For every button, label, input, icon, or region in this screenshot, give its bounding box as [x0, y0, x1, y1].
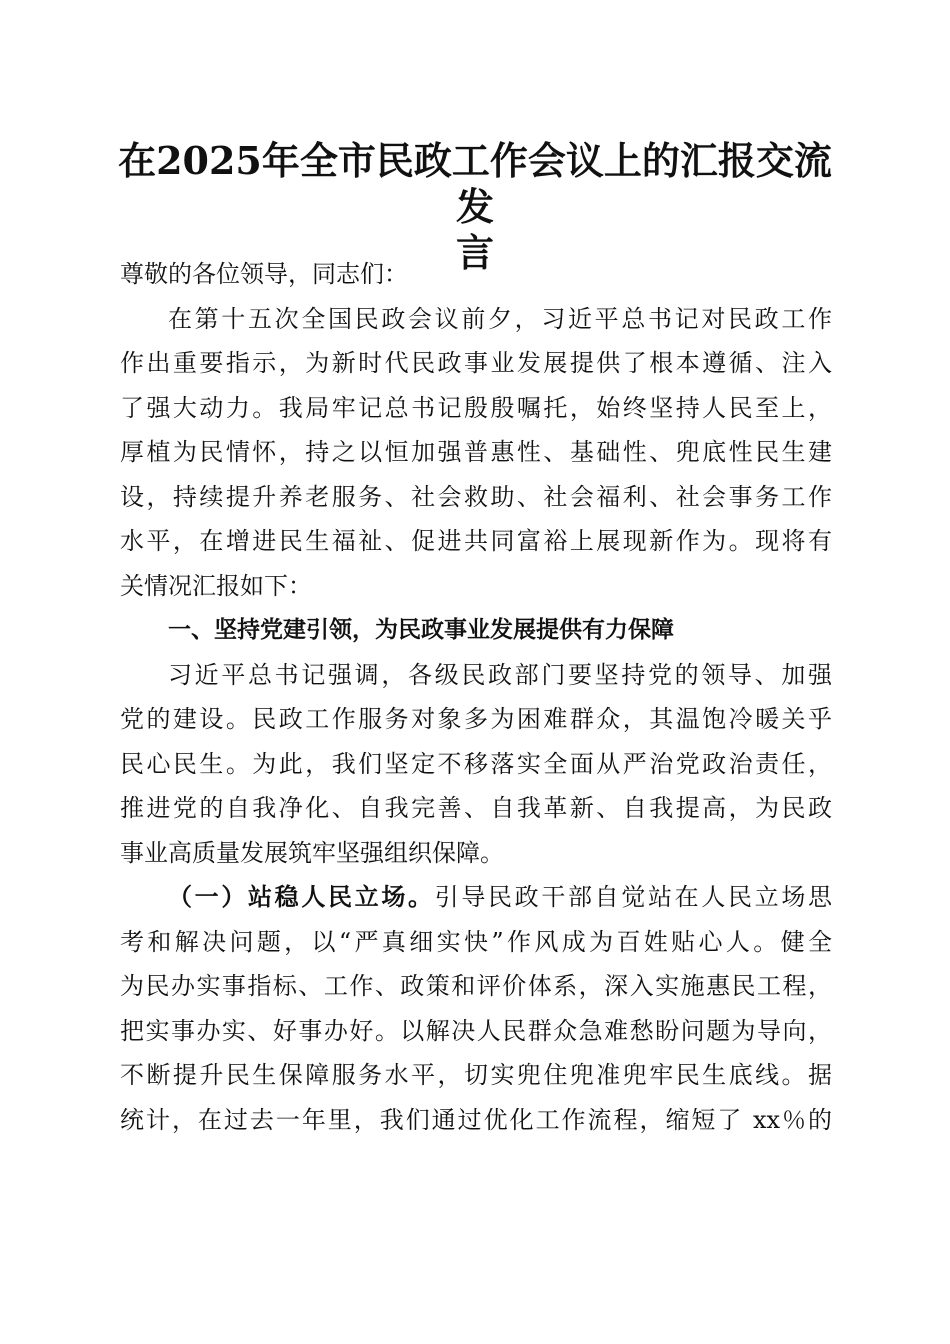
paragraph-1-line: 水平，在增进民生福祉、促进共同富裕上展现新作为。现将有 [120, 527, 832, 555]
document-body [120, 252, 832, 1142]
paragraph-3-line: 为民办实事指标、工作、政策和评价体系，深入实施惠民工程， [120, 972, 832, 1000]
paragraph-3-first-line [120, 875, 832, 920]
paragraph-1-line: 了强大动力。我局牢记总书记殷殷嘱托，始终坚持人民至上， [120, 393, 832, 422]
section-1-heading: 一、坚持党建引领，为民政事业发展提供有力保障 [168, 617, 674, 643]
title-line-2: 言 [455, 230, 494, 275]
subsection-1-lead: （一）站稳人民立场。 [168, 882, 435, 911]
title-line-1: 在2025年全市民政工作会议上的汇报交流发 [118, 138, 832, 229]
paragraph-3-first-rest: 引导民政干部自觉站在人民立场思 [434, 883, 833, 911]
paragraph-3-line: 统计，在过去一年里，我们通过优化工作流程，缩短了 xx％的 [120, 1105, 832, 1134]
paragraph-1-line: 设，持续提升养老服务、社会救助、社会福利、社会事务工作 [120, 482, 832, 511]
paragraph-2-line: 推进党的自我净化、自我完善、自我革新、自我提高，为民政 [120, 794, 832, 822]
paragraph-3-line: 考和解决问题，以“严真细实快”作风成为百姓贴心人。健全 [120, 927, 832, 956]
paragraph-2-line: 事业高质量发展筑牢坚强组织保障。 [120, 838, 504, 867]
paragraph-1-line: 作出重要指示，为新时代民政事业发展提供了根本遵循、注入 [120, 349, 832, 377]
paragraph-1-line: 关情况汇报如下： [120, 571, 312, 600]
salutation: 尊敬的各位领导，同志们： [120, 260, 408, 288]
paragraph-2-line: 民心民生。为此，我们坚定不移落实全面从严治党政治责任， [120, 749, 832, 778]
paragraph-1-line: 在第十五次全国民政会议前夕，习近平总书记对民政工作 [168, 304, 832, 333]
paragraph-2-line: 习近平总书记强调，各级民政部门要坚持党的领导、加强 [168, 660, 832, 689]
paragraph-1-line: 厚植为民情怀，持之以恒加强普惠性、基础性、兜底性民生建 [120, 438, 832, 466]
paragraph-3-line: 把实事办实、好事办好。以解决人民群众急难愁盼问题为导向， [120, 1016, 832, 1045]
paragraph-2-line: 党的建设。民政工作服务对象多为困难群众，其温饱冷暖关乎 [120, 705, 832, 733]
paragraph-3-line: 不断提升民生保障服务水平，切实兜住兜准兜牢民生底线。据 [120, 1061, 832, 1089]
